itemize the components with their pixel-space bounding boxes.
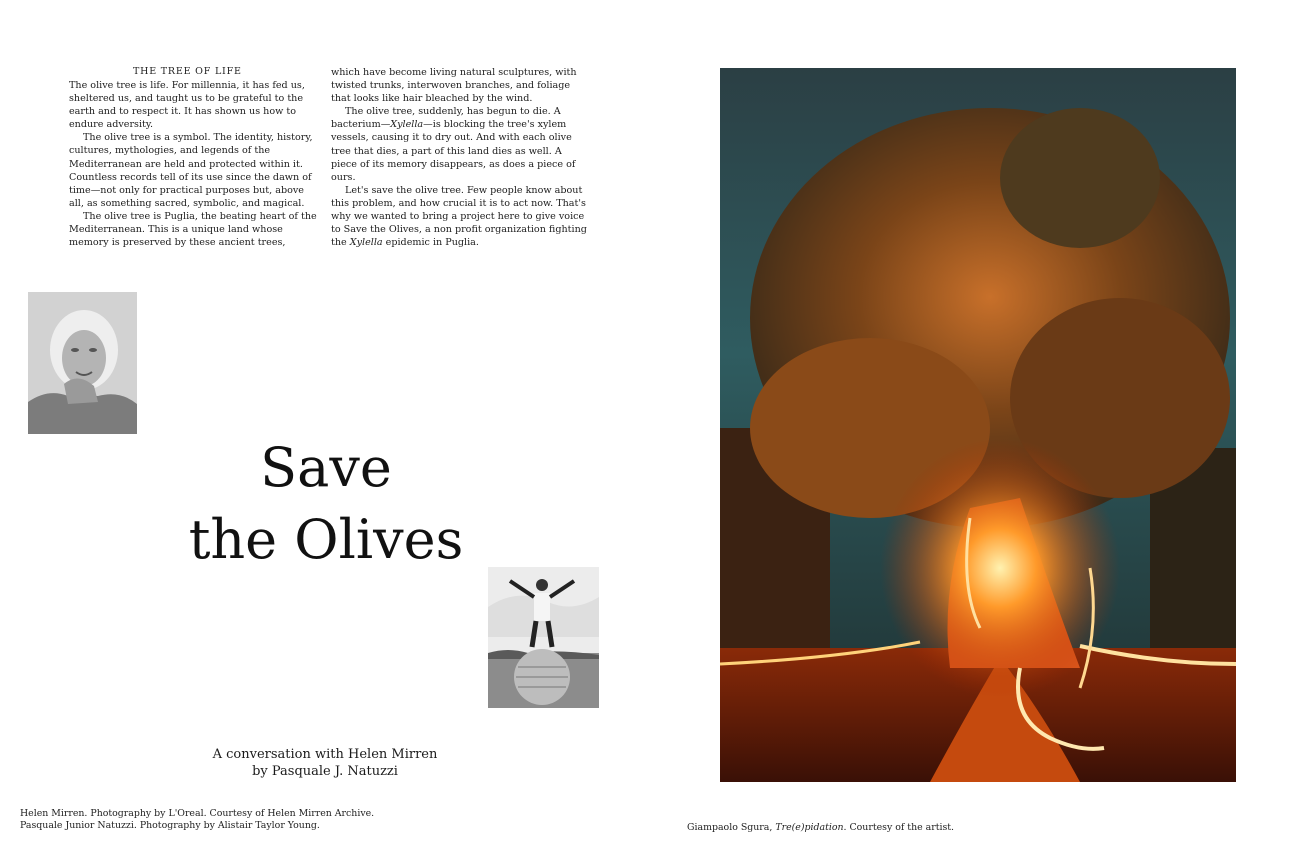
credit-text: . Courtesy of the artist. [843, 822, 955, 833]
paragraph [331, 184, 587, 249]
paragraph: The olive tree is a symbol. The identity, history, cultures, mythologies, and legends of the Mediterranean are held and protected within it. Countless records tell of its use since the dawn of time—not only for practical purposes but, above all, as something sacred, symbolic, and magical. [69, 132, 313, 209]
paragraph [331, 105, 587, 184]
byline: by Pasquale J. Natuzzi [252, 764, 398, 779]
portrait-illustration [28, 292, 137, 434]
pasquale-natuzzi-portrait [488, 567, 599, 708]
article-subtitle [180, 746, 470, 780]
text-run: The olive tree, suddenly, has begun to die. A bacterium— [331, 106, 561, 131]
title-line: Save [260, 436, 392, 499]
portrait-illustration [488, 567, 599, 708]
italic-term: Xylella [390, 119, 424, 131]
article-kicker: THE TREE OF LIFE [133, 66, 242, 77]
paragraph: The olive tree is life. For millennia, it has fed us, sheltered us, and taught us to be grateful to the earth and to respect it. It has shown us how to endure adversity. [69, 80, 305, 131]
text-run: epidemic in Puglia. [382, 237, 479, 249]
credit-line: Pasquale Junior Natuzzi. Photography by Alistair Taylor Young. [20, 820, 320, 832]
photo-credits-left [20, 808, 540, 833]
text-run: Let's save the olive tree. Few people know about this problem, and how crucial it is to act now. That's why we wanted to bring a project here to give voice to Save the Olives, a non profit organization fighting the [331, 184, 587, 249]
article-column-left [69, 79, 321, 249]
credit-text: Giampaolo Sgura, [687, 822, 776, 833]
tree-illustration [720, 68, 1236, 782]
helen-mirren-portrait [28, 292, 137, 434]
subtitle-line: A conversation with Helen Mirren [212, 747, 438, 762]
artwork-credit [687, 822, 1107, 834]
credit-line: Helen Mirren. Photography by L'Oreal. Courtesy of Helen Mirren Archive. [20, 808, 375, 819]
paragraph: which have become living natural sculptures, with twisted trunks, interwoven branches, and foliage that looks like hair bleached by the wind. [331, 67, 577, 105]
artwork-title: Tre(e)pidation [775, 822, 844, 833]
article-title [130, 432, 522, 576]
article-column-right [331, 66, 587, 249]
title-line: the Olives [188, 508, 464, 571]
italic-term: Xylella [349, 237, 383, 249]
text-run: —is blocking the tree's xylem vessels, causing it to dry out. And with each olive tree that dies, a part of this land dies as well. A piece of its memory disappears, as does a piece of ours. [331, 119, 576, 183]
olive-tree-artwork [720, 68, 1236, 782]
paragraph: The olive tree is Puglia, the beating heart of the Mediterranean. This is a unique land whose memory is preserved by these ancient trees, [69, 210, 317, 249]
